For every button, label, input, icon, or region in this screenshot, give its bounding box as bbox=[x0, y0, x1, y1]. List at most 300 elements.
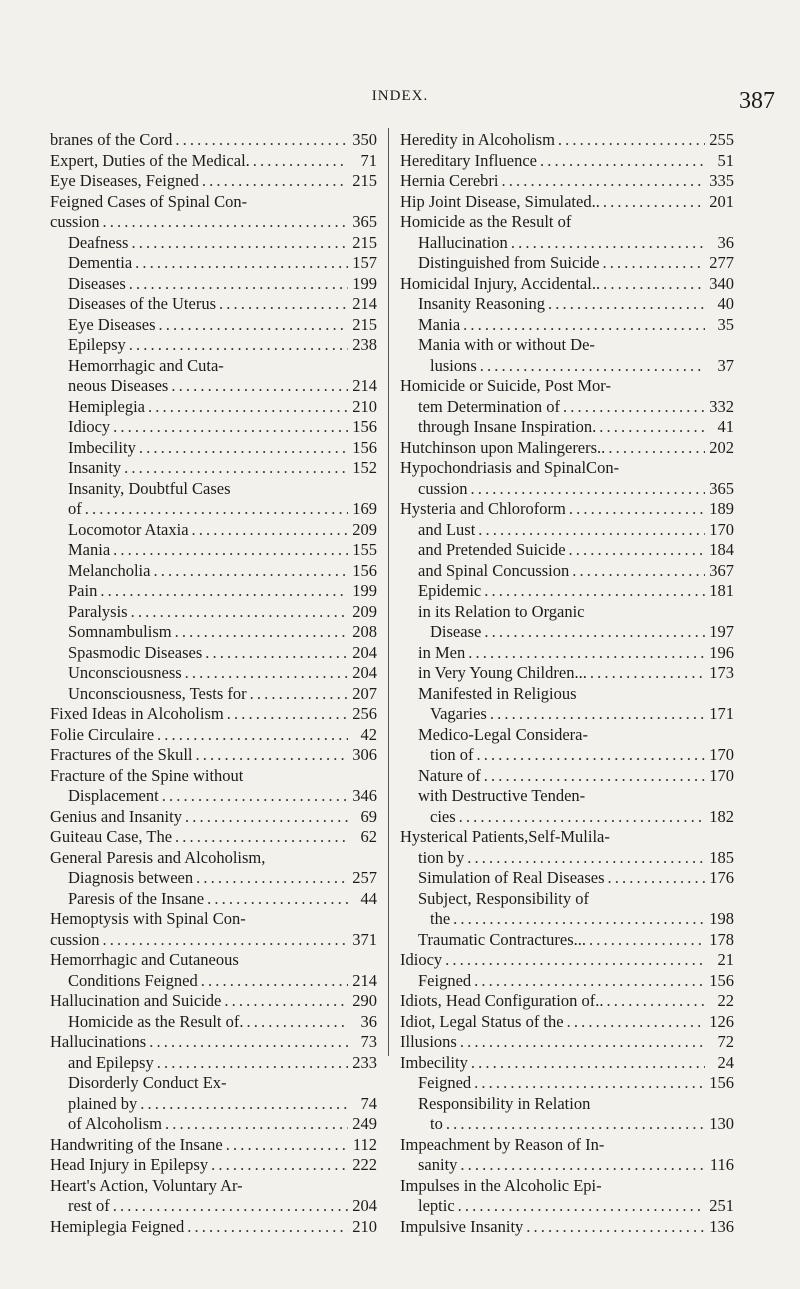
entry-text: Mania with or without De- bbox=[418, 335, 595, 354]
entry-text: Hemiplegia Feigned bbox=[50, 1216, 185, 1236]
index-entry bbox=[400, 909, 734, 930]
entry-text: Insanity, Doubtful Cases bbox=[68, 478, 231, 498]
index-entry bbox=[400, 725, 734, 746]
entry-text: Distinguished from Suicide bbox=[418, 253, 600, 272]
index-entry bbox=[50, 212, 377, 233]
dot-leader bbox=[162, 786, 348, 807]
dot-leader bbox=[139, 438, 348, 459]
index-entry bbox=[400, 253, 734, 274]
entry-page-number: 170 bbox=[709, 765, 734, 785]
entry-text: through Insane Inspiration. bbox=[418, 417, 597, 436]
entry-page-number: 116 bbox=[709, 1155, 734, 1174]
entry-text: Idiots, Head Configuration of.. bbox=[400, 991, 604, 1010]
dot-leader bbox=[140, 1094, 348, 1115]
entry-page-number: 156 bbox=[709, 970, 734, 990]
entry-page-number: 171 bbox=[709, 704, 734, 723]
entry-page-number: 184 bbox=[709, 540, 734, 559]
index-entry bbox=[400, 1073, 734, 1094]
entry-text: Unconsciousness bbox=[68, 663, 182, 682]
entry-page-number: 233 bbox=[352, 1052, 377, 1072]
index-entry bbox=[400, 171, 734, 192]
entry-text: Idiocy bbox=[400, 950, 443, 969]
entry-page-number: 257 bbox=[352, 868, 377, 887]
dot-leader bbox=[211, 1155, 348, 1176]
entry-page-number: 202 bbox=[709, 437, 734, 457]
entry-text: and Spinal Concussion bbox=[418, 560, 570, 580]
entry-text: cies bbox=[430, 806, 456, 826]
entry-text: Insanity bbox=[68, 458, 122, 477]
index-entry bbox=[50, 1094, 377, 1115]
entry-text: Mania bbox=[68, 540, 111, 559]
dot-leader bbox=[224, 991, 348, 1012]
entry-page-number: 249 bbox=[352, 1114, 377, 1133]
entry-text: Dementia bbox=[68, 253, 133, 272]
entry-text: Folie Circulaire bbox=[50, 724, 155, 744]
index-entry bbox=[50, 335, 377, 356]
entry-page-number: 209 bbox=[352, 601, 377, 621]
index-column-right bbox=[400, 130, 734, 1237]
index-entry bbox=[400, 417, 734, 438]
dot-leader bbox=[526, 1217, 705, 1238]
entry-page-number: 215 bbox=[352, 232, 377, 252]
entry-text: Responsibility in Relation bbox=[418, 1093, 591, 1113]
index-entry bbox=[50, 909, 377, 930]
index-entry bbox=[50, 171, 377, 192]
index-entry bbox=[400, 1155, 734, 1176]
entry-page-number: 176 bbox=[709, 868, 734, 887]
dot-leader bbox=[477, 745, 705, 766]
entry-page-number: 210 bbox=[352, 1216, 377, 1236]
dot-leader bbox=[113, 417, 348, 438]
dot-leader bbox=[196, 745, 348, 766]
entry-page-number: 204 bbox=[352, 663, 377, 682]
dot-leader bbox=[460, 1155, 705, 1176]
index-entry bbox=[50, 766, 377, 787]
index-entry bbox=[50, 991, 377, 1012]
entry-page-number: 207 bbox=[352, 683, 377, 703]
index-entry bbox=[400, 786, 734, 807]
entry-text: plained by bbox=[68, 1093, 138, 1113]
entry-page-number: 21 bbox=[717, 950, 734, 969]
entry-page-number: 346 bbox=[352, 786, 377, 805]
index-column-left bbox=[50, 130, 377, 1237]
entry-text: of Alcoholism bbox=[68, 1114, 162, 1133]
entry-page-number: 24 bbox=[717, 1052, 734, 1072]
dot-leader bbox=[590, 663, 705, 684]
index-entry bbox=[400, 499, 734, 520]
index-entry bbox=[50, 479, 377, 500]
index-entry bbox=[400, 561, 734, 582]
entry-text: Feigned bbox=[418, 1073, 472, 1092]
entry-text: Impulsive Insanity bbox=[400, 1216, 524, 1236]
entry-text: tion by bbox=[418, 847, 465, 867]
entry-text: Vagaries bbox=[430, 704, 487, 723]
entry-text: Fractures of the Skull bbox=[50, 745, 193, 764]
entry-text: in Men bbox=[418, 642, 466, 662]
entry-text: and Epilepsy bbox=[68, 1052, 154, 1072]
entry-page-number: 371 bbox=[352, 929, 377, 949]
entry-text: Hemoptysis with Spinal Con- bbox=[50, 909, 246, 928]
index-entry bbox=[400, 848, 734, 869]
entry-page-number: 74 bbox=[360, 1093, 377, 1113]
entry-text: Manifested in Religious bbox=[418, 683, 577, 703]
index-entry bbox=[400, 950, 734, 971]
index-entry bbox=[400, 1094, 734, 1115]
entry-text: Mania bbox=[418, 314, 461, 334]
entry-text: Conditions Feigned bbox=[68, 970, 198, 990]
index-entry bbox=[400, 1176, 734, 1197]
entry-page-number: 40 bbox=[717, 294, 734, 313]
entry-text: Eye Diseases, Feigned bbox=[50, 171, 199, 190]
entry-page-number: 340 bbox=[709, 273, 734, 293]
index-entry bbox=[400, 1217, 734, 1238]
dot-leader bbox=[467, 848, 705, 869]
entry-text: Hemorrhagic and Cuta- bbox=[68, 355, 224, 375]
dot-leader bbox=[103, 930, 349, 951]
entry-page-number: 204 bbox=[352, 1196, 377, 1215]
entry-text: in Very Young Children... bbox=[418, 663, 587, 682]
entry-text: Impeachment by Reason of In- bbox=[400, 1134, 605, 1154]
dot-leader bbox=[446, 1114, 705, 1135]
entry-text: Impulses in the Alcoholic Epi- bbox=[400, 1175, 602, 1195]
dot-leader bbox=[157, 1053, 348, 1074]
dot-leader bbox=[187, 1217, 348, 1238]
index-entry bbox=[400, 356, 734, 377]
index-entry bbox=[50, 1176, 377, 1197]
index-entry bbox=[50, 643, 377, 664]
index-entry bbox=[400, 643, 734, 664]
index-entry bbox=[50, 438, 377, 459]
entry-page-number: 277 bbox=[709, 253, 734, 272]
index-entry bbox=[50, 356, 377, 377]
dot-leader bbox=[202, 171, 348, 192]
running-head: INDEX. bbox=[371, 88, 429, 104]
dot-leader bbox=[159, 315, 348, 336]
index-entry bbox=[50, 827, 377, 848]
entry-page-number: 35 bbox=[717, 314, 734, 334]
entry-text: Spasmodic Diseases bbox=[68, 642, 203, 662]
entry-page-number: 156 bbox=[352, 437, 377, 457]
index-entry bbox=[50, 376, 377, 397]
dot-leader bbox=[129, 274, 348, 295]
index-entry bbox=[50, 1032, 377, 1053]
entry-page-number: 198 bbox=[709, 909, 734, 928]
index-entry bbox=[50, 233, 377, 254]
entry-page-number: 126 bbox=[709, 1011, 734, 1031]
index-entry bbox=[50, 315, 377, 336]
entry-page-number: 181 bbox=[709, 581, 734, 600]
dot-leader bbox=[148, 397, 348, 418]
dot-leader bbox=[113, 1196, 348, 1217]
entry-page-number: 214 bbox=[352, 376, 377, 395]
index-entry bbox=[400, 807, 734, 828]
entry-page-number: 365 bbox=[709, 478, 734, 498]
dot-leader bbox=[608, 868, 705, 889]
entry-text: sanity bbox=[418, 1155, 458, 1174]
entry-page-number: 170 bbox=[709, 745, 734, 764]
index-entry bbox=[50, 1196, 377, 1217]
dot-leader bbox=[567, 1012, 705, 1033]
entry-text: Melancholia bbox=[68, 560, 151, 580]
entry-text: Simulation of Real Diseases bbox=[418, 868, 605, 887]
entry-page-number: 214 bbox=[352, 294, 377, 313]
dot-leader bbox=[185, 663, 348, 684]
index-entry bbox=[50, 1073, 377, 1094]
index-entry bbox=[400, 581, 734, 602]
index-entry bbox=[400, 520, 734, 541]
entry-page-number: 204 bbox=[352, 642, 377, 662]
column-divider bbox=[388, 128, 389, 1056]
entry-page-number: 71 bbox=[360, 150, 377, 170]
entry-page-number: 169 bbox=[352, 499, 377, 518]
index-entry bbox=[400, 1135, 734, 1156]
dot-leader bbox=[149, 1032, 348, 1053]
index-entry bbox=[50, 520, 377, 541]
entry-page-number: 210 bbox=[352, 396, 377, 416]
entry-page-number: 44 bbox=[360, 888, 377, 908]
page-header bbox=[0, 88, 800, 112]
entry-text: Subject, Responsibility of bbox=[418, 888, 589, 908]
entry-text: neous Diseases bbox=[68, 376, 169, 395]
entry-text: Epilepsy bbox=[68, 335, 126, 354]
index-entry bbox=[400, 745, 734, 766]
entry-text: Hysterical Patients,Self-Mulila- bbox=[400, 827, 610, 846]
index-entry bbox=[50, 1114, 377, 1135]
entry-text: Hereditary Influence bbox=[400, 150, 537, 170]
dot-leader bbox=[453, 909, 705, 930]
index-entry bbox=[400, 151, 734, 172]
dot-leader bbox=[207, 889, 348, 910]
dot-leader bbox=[171, 376, 348, 397]
entry-page-number: 214 bbox=[352, 970, 377, 990]
entry-page-number: 332 bbox=[709, 396, 734, 416]
entry-text: Guiteau Case, The bbox=[50, 827, 173, 846]
dot-leader bbox=[572, 561, 705, 582]
entry-text: Hallucination bbox=[418, 232, 508, 252]
entry-text: Nature of bbox=[418, 765, 481, 785]
entry-text: Homicidal Injury, Accidental.. bbox=[400, 273, 601, 293]
index-entry bbox=[400, 1032, 734, 1053]
dot-leader bbox=[185, 807, 348, 828]
index-entry bbox=[50, 1217, 377, 1238]
index-entry bbox=[50, 1155, 377, 1176]
entry-text: Displacement bbox=[68, 786, 159, 805]
entry-page-number: 156 bbox=[352, 560, 377, 580]
dot-leader bbox=[227, 704, 348, 725]
entry-page-number: 170 bbox=[709, 519, 734, 539]
index-entry bbox=[50, 950, 377, 971]
entry-text: Handwriting of the Insane bbox=[50, 1134, 223, 1154]
dot-leader bbox=[490, 704, 705, 725]
entry-page-number: 196 bbox=[709, 642, 734, 662]
entry-page-number: 72 bbox=[717, 1032, 734, 1051]
index-entry bbox=[400, 704, 734, 725]
index-entry bbox=[400, 315, 734, 336]
dot-leader bbox=[131, 233, 348, 254]
entry-text: Hemiplegia bbox=[68, 396, 145, 416]
dot-leader bbox=[602, 253, 705, 274]
entry-text: Epidemic bbox=[418, 581, 482, 600]
entry-page-number: 37 bbox=[717, 355, 734, 375]
index-entry bbox=[50, 417, 377, 438]
entry-page-number: 215 bbox=[352, 314, 377, 334]
entry-text: Diseases bbox=[68, 273, 126, 293]
dot-leader bbox=[484, 581, 705, 602]
entry-text: Hallucinations bbox=[50, 1032, 147, 1051]
entry-page-number: 255 bbox=[709, 130, 734, 149]
entry-text: Idiocy bbox=[68, 417, 111, 436]
entry-page-number: 365 bbox=[352, 212, 377, 231]
index-entry bbox=[400, 1196, 734, 1217]
dot-leader bbox=[563, 397, 705, 418]
entry-page-number: 367 bbox=[709, 560, 734, 580]
dot-leader bbox=[445, 950, 705, 971]
dot-leader bbox=[205, 643, 348, 664]
entry-text: Locomotor Ataxia bbox=[68, 519, 189, 539]
entry-page-number: 178 bbox=[709, 929, 734, 949]
dot-leader bbox=[131, 602, 348, 623]
dot-leader bbox=[175, 622, 348, 643]
index-entry bbox=[400, 540, 734, 561]
index-entry bbox=[50, 786, 377, 807]
index-entry bbox=[400, 1114, 734, 1135]
entry-text: Homicide as the Result of. bbox=[68, 1011, 244, 1031]
entry-page-number: 208 bbox=[352, 622, 377, 641]
entry-text: of bbox=[68, 499, 82, 518]
index-entry bbox=[400, 294, 734, 315]
index-entry bbox=[50, 622, 377, 643]
dot-leader bbox=[471, 1053, 705, 1074]
index-entry bbox=[50, 704, 377, 725]
entry-page-number: 251 bbox=[709, 1196, 734, 1215]
index-entry bbox=[50, 684, 377, 705]
entry-text: Disorderly Conduct Ex- bbox=[68, 1073, 227, 1092]
entry-text: tion of bbox=[430, 745, 474, 764]
index-entry bbox=[50, 745, 377, 766]
entry-page-number: 36 bbox=[360, 1011, 377, 1031]
entry-page-number: 350 bbox=[352, 130, 377, 149]
entry-text: Idiot, Legal Status of the bbox=[400, 1011, 564, 1031]
index-entry bbox=[50, 581, 377, 602]
entry-text: lusions bbox=[430, 355, 477, 375]
entry-page-number: 185 bbox=[709, 847, 734, 867]
dot-leader bbox=[540, 151, 705, 172]
index-entry bbox=[50, 868, 377, 889]
index-entry bbox=[400, 479, 734, 500]
entry-page-number: 197 bbox=[709, 622, 734, 641]
entry-text: Imbecility bbox=[400, 1052, 468, 1072]
dot-leader bbox=[226, 1135, 348, 1156]
entry-page-number: 157 bbox=[352, 253, 377, 272]
dot-leader bbox=[459, 807, 705, 828]
entry-text: cussion bbox=[418, 478, 468, 498]
entry-text: Somnambulism bbox=[68, 622, 172, 641]
index-entry bbox=[50, 889, 377, 910]
index-entry bbox=[50, 274, 377, 295]
index-entry bbox=[50, 499, 377, 520]
index-entry bbox=[50, 253, 377, 274]
index-entry bbox=[400, 335, 734, 356]
dot-leader bbox=[196, 868, 348, 889]
entry-text: Fixed Ideas in Alcoholism bbox=[50, 704, 224, 723]
entry-text: cussion bbox=[50, 929, 100, 949]
index-entry bbox=[50, 1135, 377, 1156]
entry-page-number: 199 bbox=[352, 581, 377, 600]
index-entry bbox=[400, 868, 734, 889]
dot-leader bbox=[253, 151, 348, 172]
index-entry bbox=[400, 274, 734, 295]
entry-text: Eye Diseases bbox=[68, 314, 156, 334]
entry-page-number: 69 bbox=[360, 806, 377, 826]
dot-leader bbox=[471, 479, 706, 500]
entry-page-number: 136 bbox=[709, 1216, 734, 1236]
entry-page-number: 51 bbox=[717, 150, 734, 170]
dot-leader bbox=[129, 335, 348, 356]
entry-text: and Pretended Suicide bbox=[418, 540, 566, 559]
index-entry bbox=[400, 212, 734, 233]
dot-leader bbox=[113, 540, 348, 561]
index-entry bbox=[400, 602, 734, 623]
entry-page-number: 42 bbox=[360, 724, 377, 744]
entry-text: Unconsciousness, Tests for bbox=[68, 683, 247, 703]
entry-page-number: 41 bbox=[717, 417, 734, 436]
entry-text: Feigned bbox=[418, 970, 472, 990]
dot-leader bbox=[603, 274, 705, 295]
index-entry bbox=[400, 889, 734, 910]
entry-text: Hysteria and Chloroform bbox=[400, 499, 566, 518]
entry-text: rest of bbox=[68, 1196, 110, 1215]
dot-leader bbox=[247, 1012, 348, 1033]
entry-text: Disease bbox=[430, 622, 482, 641]
entry-text: cussion bbox=[50, 212, 100, 231]
entry-text: Hypochondriasis and SpinalCon- bbox=[400, 458, 620, 477]
dot-leader bbox=[478, 520, 705, 541]
entry-text: Imbecility bbox=[68, 437, 136, 457]
entry-page-number: 335 bbox=[709, 171, 734, 190]
dot-leader bbox=[558, 130, 705, 151]
entry-text: tem Determination of bbox=[418, 396, 561, 416]
entry-text: Paresis of the Insane bbox=[68, 888, 205, 908]
dot-leader bbox=[100, 581, 348, 602]
entry-text: to bbox=[430, 1114, 443, 1133]
index-entry bbox=[50, 561, 377, 582]
dot-leader bbox=[458, 1196, 705, 1217]
entry-text: General Paresis and Alcoholism, bbox=[50, 847, 266, 867]
entry-page-number: 290 bbox=[352, 991, 377, 1010]
entry-text: Hutchinson upon Malingerers.. bbox=[400, 437, 606, 457]
index-entry bbox=[400, 192, 734, 213]
entry-text: the bbox=[430, 909, 451, 928]
entry-text: with Destructive Tenden- bbox=[418, 786, 586, 805]
dot-leader bbox=[511, 233, 705, 254]
entry-page-number: 152 bbox=[352, 458, 377, 477]
index-entry bbox=[400, 971, 734, 992]
dot-leader bbox=[484, 766, 705, 787]
page-number: 387 bbox=[739, 88, 775, 114]
index-entry bbox=[400, 930, 734, 951]
entry-page-number: 199 bbox=[352, 273, 377, 293]
index-entry bbox=[50, 1012, 377, 1033]
index-entry bbox=[400, 684, 734, 705]
entry-page-number: 173 bbox=[709, 663, 734, 682]
index-entry bbox=[400, 130, 734, 151]
entry-page-number: 222 bbox=[352, 1155, 377, 1174]
entry-text: Feigned Cases of Spinal Con- bbox=[50, 191, 248, 211]
index-entry bbox=[50, 971, 377, 992]
dot-leader bbox=[153, 561, 348, 582]
entry-page-number: 156 bbox=[709, 1073, 734, 1092]
index-entry bbox=[400, 233, 734, 254]
